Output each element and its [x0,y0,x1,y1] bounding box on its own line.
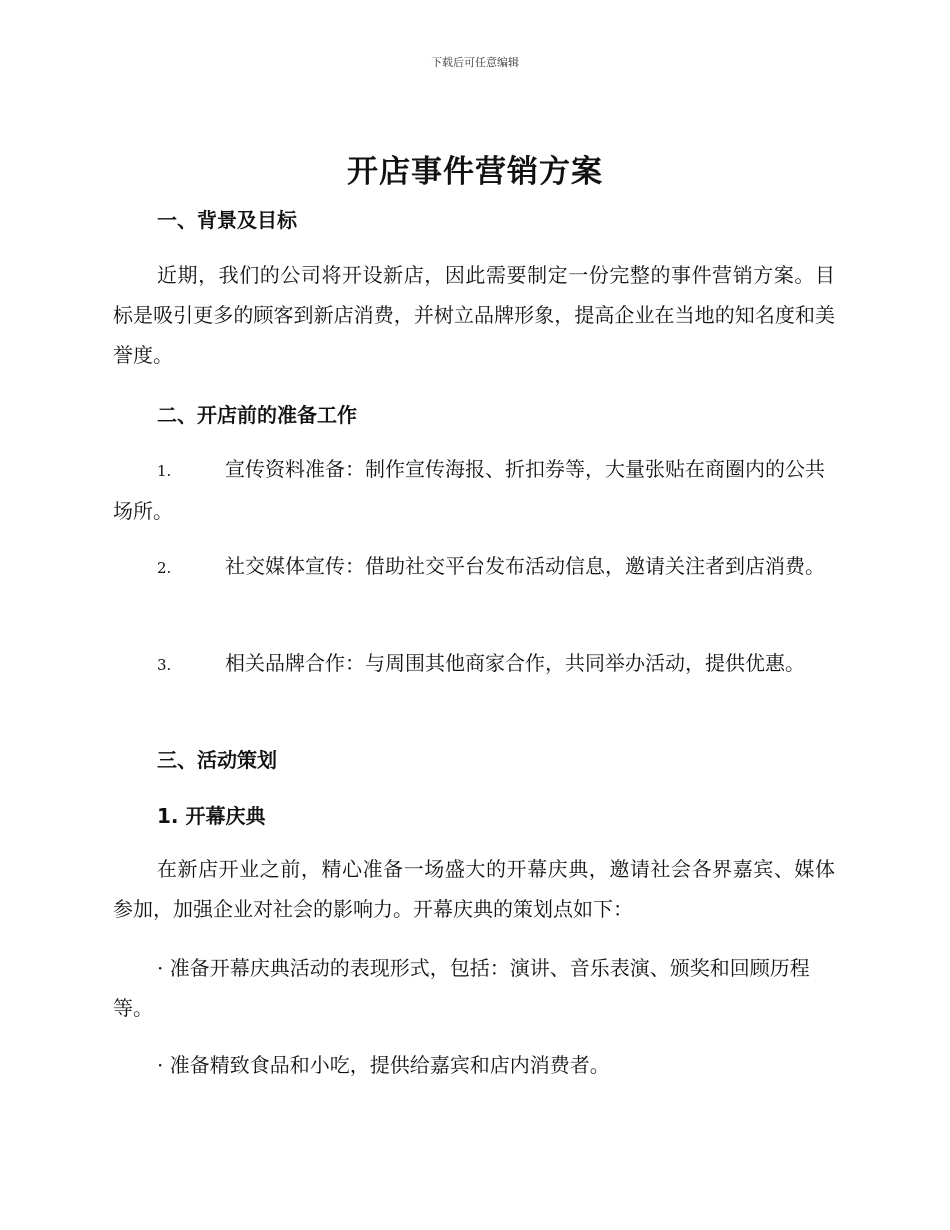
item-text: 宣传资料准备：制作宣传海报、折扣券等，大量张贴在商圈内的公共场所。 [113,457,825,523]
section-heading-background: 一、背景及目标 [157,208,297,232]
preparation-item-1 [113,449,835,531]
item-number: 1. [157,462,172,480]
ceremony-bullet-2: · 准备精致食品和小吃，提供给嘉宾和店内消费者。 [157,1053,610,1077]
section-heading-preparation: 二、开店前的准备工作 [157,403,357,427]
background-paragraph: 近期，我们的公司将开设新店，因此需要制定一份完整的事件营销方案。目标是吸引更多的顾客到新店消费，并树立品牌形象，提高企业在当地的知名度和美誉度。 [113,263,835,367]
subheading-opening-ceremony: 1. 开幕庆典 [157,804,266,828]
item-text: 社交媒体宣传：借助社交平台发布活动信息，邀请关注者到店消费。 [225,554,825,578]
item-number: 3. [157,656,172,674]
opening-ceremony-paragraph: 在新店开业之前，精心准备一场盛大的开幕庆典，邀请社会各界嘉宾、媒体参加，加强企业对社会的影响力。开幕庆典的策划点如下： [113,857,835,921]
item-number: 2. [157,559,172,577]
preparation-item-3 [113,643,835,685]
section-heading-activities: 三、活动策划 [157,748,277,772]
preparation-item-2 [113,546,835,588]
document-title: 开店事件营销方案 [347,154,603,190]
ceremony-bullet-1: · 准备开幕庆典活动的表现形式，包括：演讲、音乐表演、颁奖和回顾历程等。 [113,956,810,1020]
page-header-note: 下载后可任意编辑 [431,56,519,69]
item-text: 相关品牌合作：与周围其他商家合作，共同举办活动，提供优惠。 [225,651,805,675]
